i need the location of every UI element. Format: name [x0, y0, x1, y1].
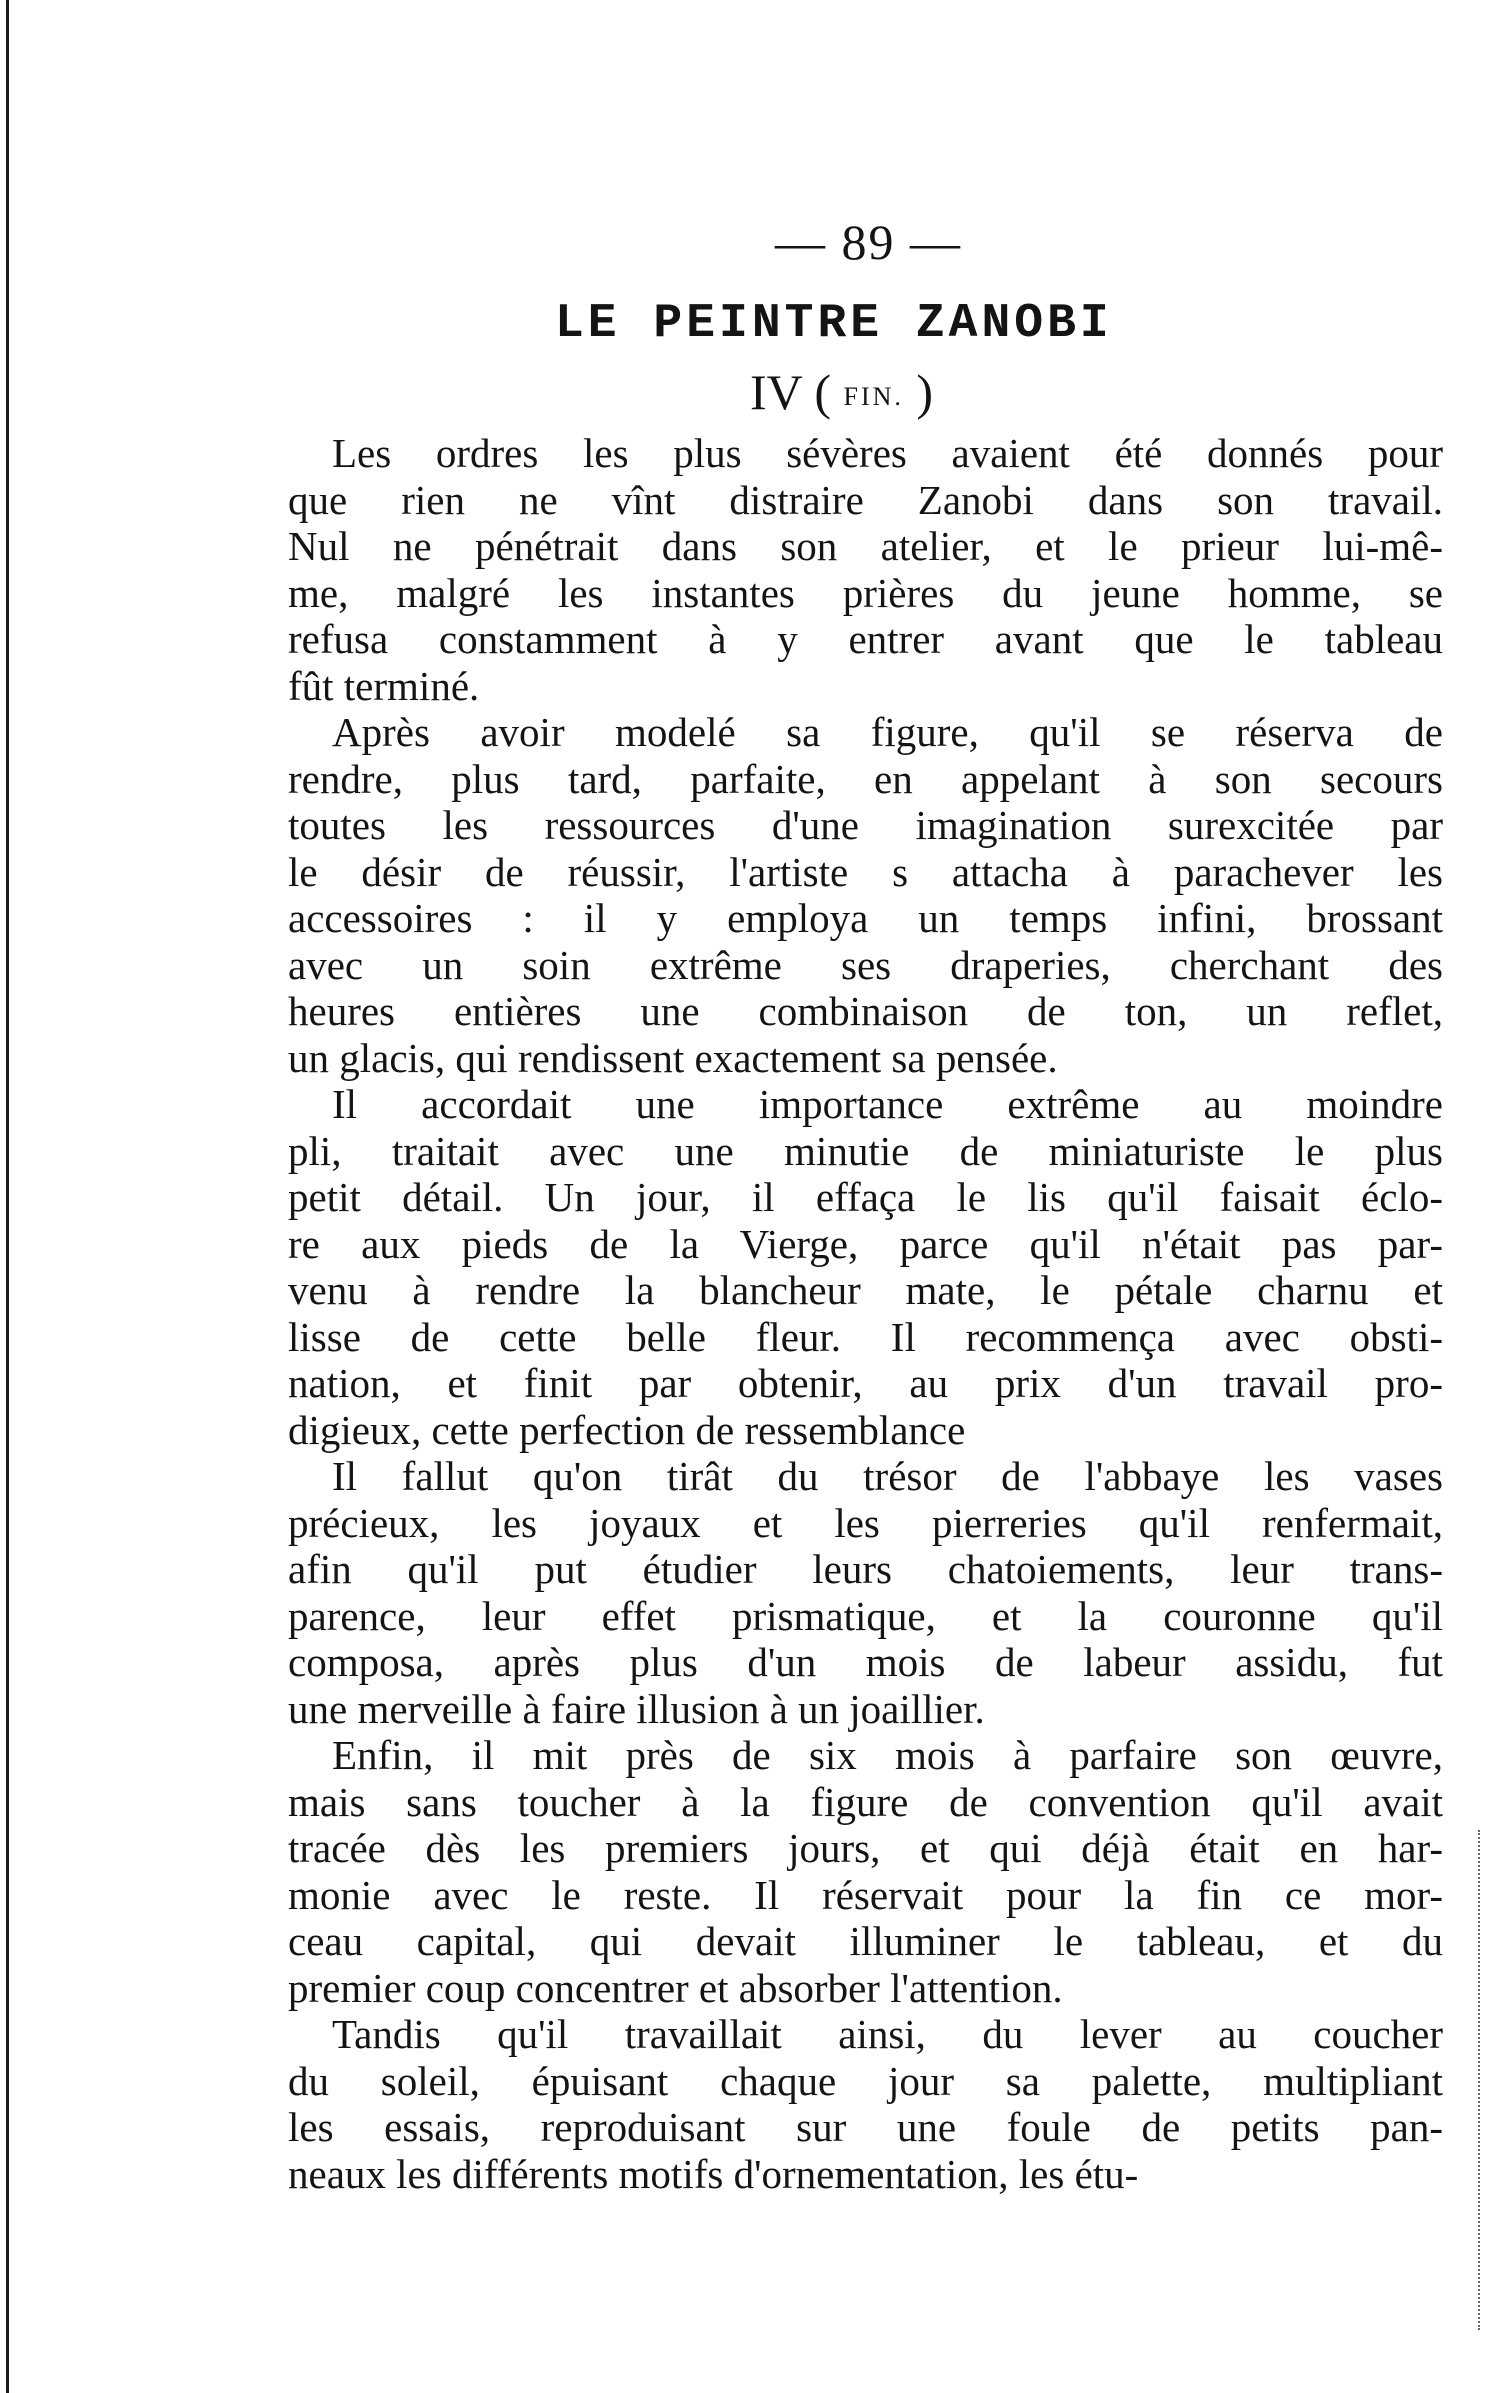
text-line: rendre, plus tard, parfaite, en appelant à son secours	[288, 755, 1443, 802]
text-line: Enfin, il mit près de six mois à parfaire son œuvre,	[332, 1732, 1443, 1778]
text-line: Il fallut qu'on tirât du trésor de l'abbaye les vases	[332, 1453, 1443, 1499]
text-line: précieux, les joyaux et les pierreries qu'il renfermait,	[288, 1499, 1443, 1546]
text-line: tracée dès les premiers jours, et qui déjà était en har-	[288, 1825, 1443, 1871]
text-line: petit détail. Un jour, il effaça le lis qu'il faisait éclo-	[288, 1174, 1443, 1220]
text-line: venu à rendre la blancheur mate, le pétale charnu et	[288, 1267, 1443, 1313]
chapter-part: IV (	[750, 364, 832, 420]
text-line: digieux, cette perfection de ressemblance	[288, 1406, 966, 1453]
text-line: re aux pieds de la Vierge, parce qu'il n'était pas par-	[288, 1220, 1443, 1267]
text-line: afin qu'il put étudier leurs chatoiements, leur trans-	[288, 1546, 1443, 1592]
text-line: Tandis qu'il travaillait ainsi, du lever au coucher	[332, 2011, 1443, 2057]
text-line: avec un soin extrême ses draperies, cherchant des	[288, 941, 1443, 988]
text-line: un glacis, qui rendissent exactement sa pensée.	[288, 1034, 1058, 1081]
paragraph	[288, 1732, 1443, 2011]
text-line: pli, traitait avec une minutie de miniaturiste le plus	[288, 1127, 1443, 1174]
text-line: Il accordait une importance extrême au moindre	[332, 1081, 1443, 1127]
body-text	[288, 430, 1443, 2197]
text-line: du soleil, épuisant chaque jour sa palette, multipliant	[288, 2057, 1443, 2104]
text-line: toutes les ressources d'une imagination surexcitée par	[288, 802, 1443, 848]
paragraph	[288, 1453, 1443, 1732]
paragraph	[288, 430, 1443, 709]
margin-speckles	[1458, 1830, 1480, 2330]
text-line: accessoires : il y employa un temps infini, brossant	[288, 895, 1443, 941]
text-line: composa, après plus d'un mois de labeur assidu, fut	[288, 1639, 1443, 1685]
page-number: — 89 —	[775, 214, 962, 270]
text-line: parence, leur effet prismatique, et la couronne qu'il	[288, 1592, 1443, 1639]
chapter-part-close: )	[916, 364, 934, 420]
paragraph	[288, 1081, 1443, 1453]
paragraph	[288, 2011, 1443, 2197]
chapter-part-note: FIN.	[843, 382, 904, 411]
text-line: Nul ne pénétrait dans son atelier, et le prieur lui-mê-	[288, 523, 1443, 569]
text-line: heures entières une combinaison de ton, un reflet,	[288, 988, 1443, 1034]
text-line: fût terminé.	[288, 662, 480, 709]
text-line: monie avec le reste. Il réservait pour la fin ce mor-	[288, 1871, 1443, 1918]
text-line: refusa constamment à y entrer avant que le tableau	[288, 616, 1443, 662]
page-edge-rule	[6, 0, 9, 2393]
chapter-title: LE PEINTRE ZANOBI	[555, 297, 1113, 351]
text-line: ceau capital, qui devait illuminer le tableau, et du	[288, 1918, 1443, 1964]
text-line: Après avoir modelé sa figure, qu'il se réserva de	[332, 709, 1443, 755]
text-line: neaux les différents motifs d'ornementation, les étu-	[288, 2150, 1139, 2197]
text-line: nation, et finit par obtenir, au prix d'un travail pro-	[288, 1360, 1443, 1406]
text-line: Les ordres les plus sévères avaient été donnés pour	[332, 430, 1443, 476]
text-line: que rien ne vînt distraire Zanobi dans son travail.	[288, 476, 1443, 523]
text-line: me, malgré les instantes prières du jeune homme, se	[288, 569, 1443, 616]
paragraph	[288, 709, 1443, 1081]
text-line: le désir de réussir, l'artiste s attacha à parachever les	[288, 848, 1443, 895]
text-line: une merveille à faire illusion à un joaillier.	[288, 1685, 985, 1732]
chapter-subtitle	[750, 362, 1010, 427]
text-line: premier coup concentrer et absorber l'attention.	[288, 1964, 1063, 2011]
text-line: les essais, reproduisant sur une foule de petits pan-	[288, 2104, 1443, 2150]
text-line: mais sans toucher à la figure de convention qu'il avait	[288, 1778, 1443, 1825]
text-line: lisse de cette belle fleur. Il recommença avec obsti-	[288, 1313, 1443, 1360]
